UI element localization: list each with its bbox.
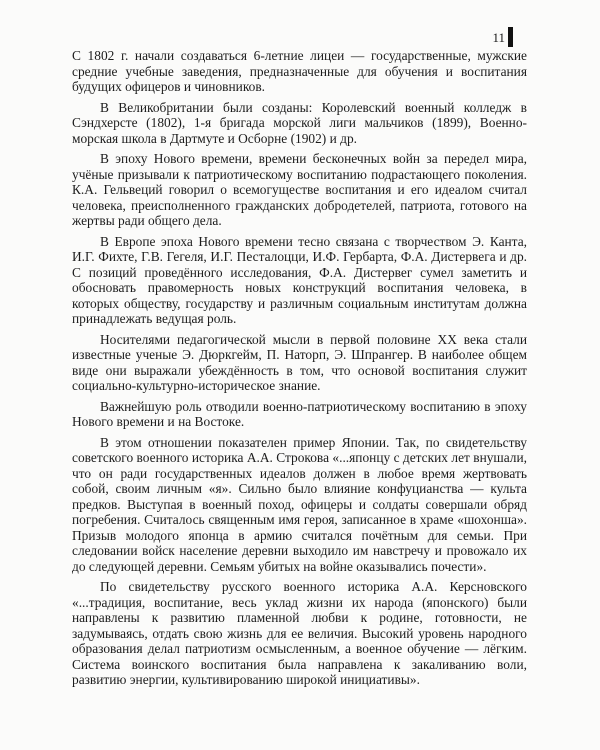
- paragraph-modern-era: В эпоху Нового времени, времени бесконечных войн за передел мира, учёные призывали к патриотическому воспитанию подрастающего поколения. К.А. Гельвеций говорил о всемогуществе воспитания и его идеалом считал человека, преисполненного гражданских добродетелей, патриота, готового на жертвы ради общего дела.: [72, 151, 527, 228]
- paragraph-kersnovsky: По свидетельству русского военного историка А.А. Керсновского «...традиция, воспитание, весь уклад жизни их народа (японского) были направлены к развитию пламенной любви к родине, готовности, не задумываясь, отдать свою жизнь для ее величия. Высокий уровень народного образования делал патриотизм осмысленным, а военное обучение — лёгким. Система воинского воспитания была направлена к закаливанию воли, развитию энергии, культивированию широкой инициативы».: [72, 579, 527, 687]
- page-edge-marker: [508, 27, 513, 47]
- paragraph-europe: В Европе эпоха Нового времени тесно связана с творчеством Э. Канта, И.Г. Фихте, Г.В. Гегеля, И.Г. Песталоцци, И.Ф. Гербарта, Ф.А. Дистервега и др. С позиций проведённого исследования, Ф.А. Дистервег сумел заметить и обосновать правомерность новых конструкций воспитания человека, в которых обществу, государству и различным социальным институтам должна принадлежать ведущая роль.: [72, 233, 527, 326]
- paragraph-xx-century: Носителями педагогической мысли в первой половине XX века стали известные ученые Э. Дюркгейм, П. Наторп, Э. Шпрангер. В наиболее общем виде они выражали убеждённость в том, что основой воспитания служит социально-культурно-историческое знание.: [72, 331, 527, 393]
- paragraph-military-patriotic: Важнейшую роль отводили военно-патриотическому воспитанию в эпоху Нового времени и на Востоке.: [72, 398, 527, 429]
- page-number: 11: [492, 30, 505, 45]
- paragraph-great-britain: В Великобритании были созданы: Королевский военный колледж в Сэндхерсте (1802), 1-я бригада морской лиги мальчиков (1899), Военно-морская школа в Дартмуте и Осборне (1902) и др.: [72, 99, 527, 146]
- body-text: [72, 48, 527, 693]
- paragraph-lyceums: С 1802 г. начали создаваться 6-летние лицеи — государственные, мужские средние учебные заведения, предназначенные для обучения и воспитания будущих офицеров и чиновников.: [72, 48, 527, 94]
- paragraph-japan-strokov: В этом отношении показателен пример Японии. Так, по свидетельству советского военного историка А.А. Строкова «...японцу с детских лет внушали, что он ради государственных идеалов должен в любое время жертвовать собой, своим личным «я». Сильно было влияние конфуцианства — культа предков. Выступая в военный поход, офицеры и солдаты совершали обряд погребения. Считалось священным имя героя, записанное в храме «шохонша». Призыв молодого японца в армию считался почётным для семьи. При следовании войск население деревни выходило им навстречу и провожало их до следующей деревни. Семьям убитых на войне оказывались почести».: [72, 434, 527, 574]
